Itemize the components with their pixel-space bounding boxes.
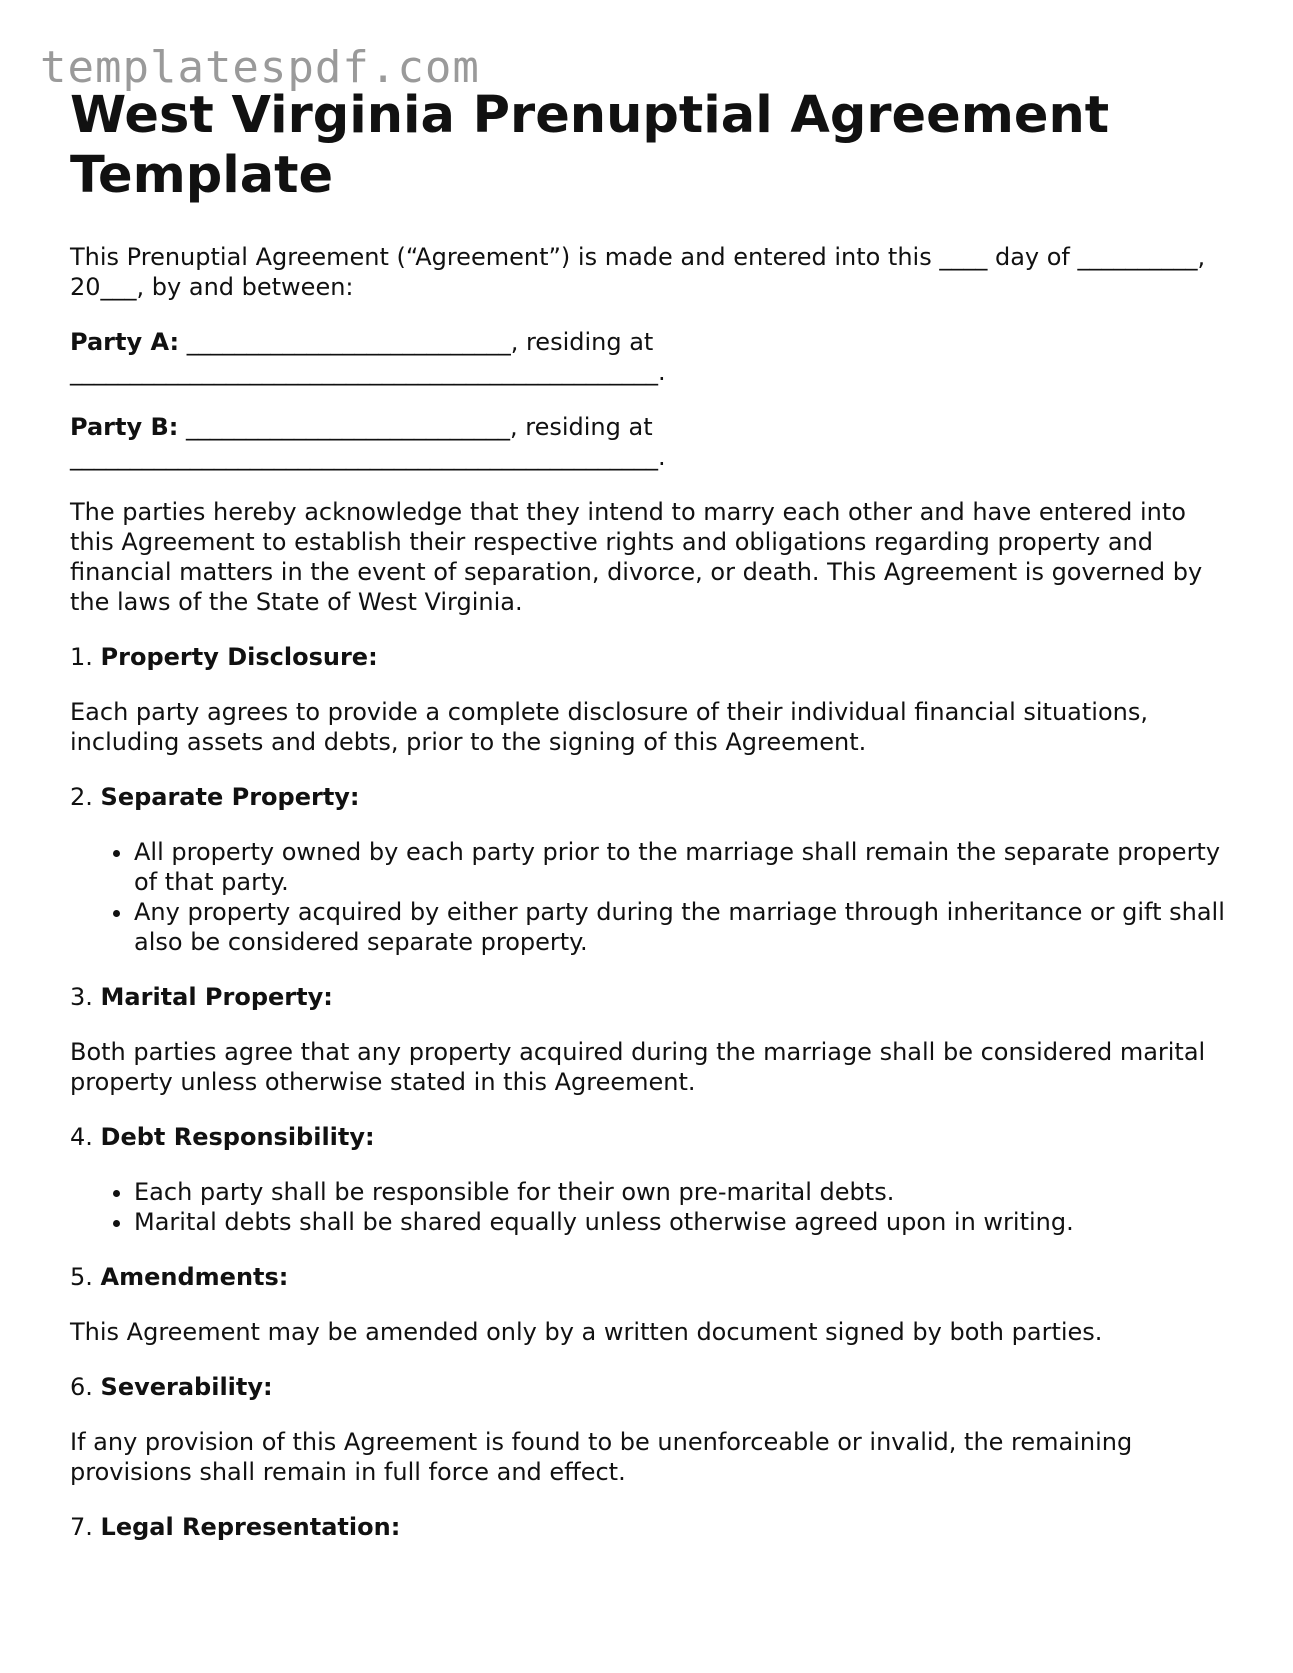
section-number: 7.: [70, 1513, 101, 1541]
section-title: Severability:: [100, 1373, 273, 1401]
intro-paragraph: This Prenuptial Agreement (“Agreement”) is made and entered into this ____ day of __________, 20___, by and between:: [70, 243, 1206, 301]
section-body-severability: If any provision of this Agreement is found to be unenforceable or invalid, the remaining provisions shall remain in full force and effect.: [70, 1428, 1133, 1486]
section-heading-severability: [70, 1372, 1230, 1402]
party-a-label: Party A:: [70, 328, 180, 356]
section-number: 6.: [70, 1373, 101, 1401]
section-heading-marital-property: [70, 982, 1230, 1012]
section-body-amendments: This Agreement may be amended only by a written document signed by both parties.: [70, 1318, 1103, 1346]
separate-property-list: [70, 837, 1230, 957]
section-number: 4.: [70, 1123, 101, 1151]
party-a-text: ___________________________, residing at _________________________________________________.: [70, 328, 666, 386]
party-a-line: [70, 327, 1230, 387]
section-number: 1.: [70, 643, 101, 671]
section-body-marital-property: Both parties agree that any property acquired during the marriage shall be considered marital property unless otherwise stated in this Agreement.: [70, 1038, 1206, 1096]
section-heading-debt-responsibility: [70, 1122, 1230, 1152]
list-item: • Each party shall be responsible for their own pre-marital debts.: [134, 1177, 1230, 1207]
recital-paragraph: The parties hereby acknowledge that they intend to marry each other and have entered into this Agreement to establish their respective rights and obligations regarding property and financial matters in the event of separation, divorce, or death. This Agreement is governed by the laws of the State of West Virginia.: [70, 498, 1203, 616]
section-heading-property-disclosure: [70, 642, 1230, 672]
party-b-text: ___________________________, residing at _________________________________________________.: [70, 413, 666, 471]
section-title: Marital Property:: [100, 983, 333, 1011]
section-title: Separate Property:: [100, 783, 360, 811]
section-number: 3.: [70, 983, 101, 1011]
section-number: 2.: [70, 783, 101, 811]
section-heading-legal-representation: [70, 1512, 1230, 1542]
section-title: Amendments:: [100, 1263, 289, 1291]
list-item: • Marital debts shall be shared equally unless otherwise agreed upon in writing.: [134, 1207, 1230, 1237]
document-title: West Virginia Prenuptial Agreement Template: [70, 86, 1110, 205]
list-item: • Any property acquired by either party during the marriage through inheritance or gift shall also be considered separate property.: [134, 897, 1230, 957]
section-heading-amendments: [70, 1262, 1230, 1292]
section-title: Legal Representation:: [100, 1513, 401, 1541]
list-item: • All property owned by each party prior to the marriage shall remain the separate property of that party.: [134, 837, 1230, 897]
section-heading-separate-property: [70, 782, 1230, 812]
party-b-line: [70, 412, 1230, 472]
debt-responsibility-list: [70, 1177, 1230, 1237]
party-b-label: Party B:: [70, 413, 179, 441]
watermark: templatespdf.com: [40, 42, 480, 93]
section-body-property-disclosure: Each party agrees to provide a complete disclosure of their individual financial situations, including assets and debts, prior to the signing of this Agreement.: [70, 698, 1148, 756]
document-body: [70, 86, 1230, 1567]
section-title: Property Disclosure:: [100, 643, 378, 671]
section-title: Debt Responsibility:: [100, 1123, 375, 1151]
section-number: 5.: [70, 1263, 101, 1291]
